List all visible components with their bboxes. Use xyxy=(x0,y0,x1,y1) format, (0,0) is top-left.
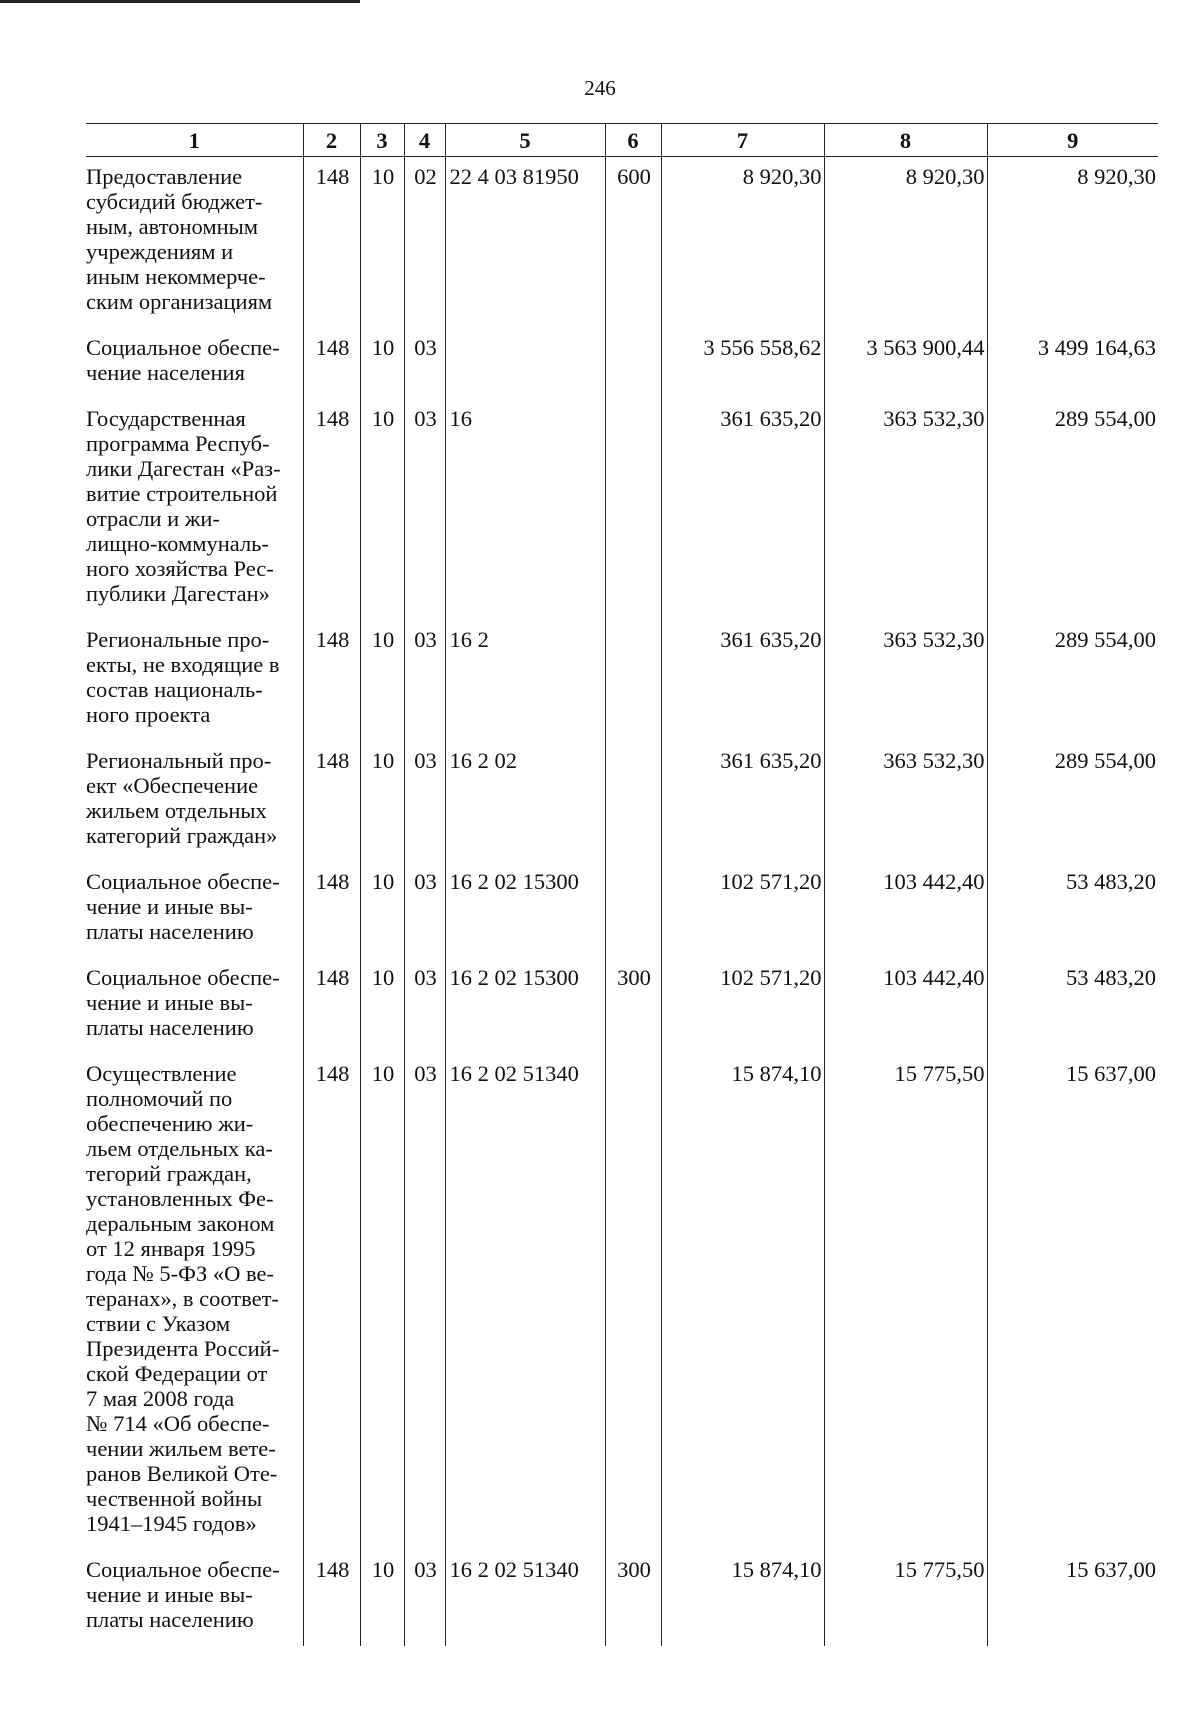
row-amount-year-1: 8 920,30 xyxy=(661,157,824,329)
row-description: Региональные про- екты, не входящие в состав националь- ного проекта xyxy=(86,627,280,727)
row-admin-code: 148 xyxy=(303,958,360,1054)
header-col-1: 1 xyxy=(86,124,303,157)
row-admin-code: 148 xyxy=(303,1054,360,1550)
row-amount-year-3: 15 637,00 xyxy=(987,1550,1158,1646)
table-row xyxy=(86,399,1158,620)
row-expense-type: 600 xyxy=(605,157,661,329)
header-col-3: 3 xyxy=(360,124,404,157)
row-section: 10 xyxy=(360,328,404,399)
row-subsection: 03 xyxy=(404,1054,445,1550)
row-amount-year-2: 363 532,30 xyxy=(824,399,987,620)
row-amount-year-1: 361 635,20 xyxy=(661,741,824,862)
row-description: Социальное обеспе- чение населения xyxy=(86,335,280,385)
row-description: Предоставление субсидий бюджет- ным, автономным учреждениям и иным некоммерче- ским организациям xyxy=(86,164,273,314)
header-col-6: 6 xyxy=(605,124,661,157)
header-col-4: 4 xyxy=(404,124,445,157)
row-section: 10 xyxy=(360,862,404,958)
row-expense-type: 300 xyxy=(605,1550,661,1646)
row-amount-year-1: 361 635,20 xyxy=(661,399,824,620)
header-col-8: 8 xyxy=(824,124,987,157)
row-target-article: 22 4 03 81950 xyxy=(445,157,605,329)
table-row xyxy=(86,1550,1158,1646)
table-row xyxy=(86,741,1158,862)
row-amount-year-1: 15 874,10 xyxy=(661,1550,824,1646)
row-amount-year-2: 363 532,30 xyxy=(824,620,987,741)
row-description: Государственная программа Респуб- лики Дагестан «Раз- витие строительной отрасли и жи- лищно-коммуналь- ного хозяйства Рес- публики Дагестан» xyxy=(86,406,281,606)
row-amount-year-3: 289 554,00 xyxy=(987,741,1158,862)
row-description: Социальное обеспе- чение и иные вы- платы населению xyxy=(86,869,280,944)
row-target-article: 16 2 02 51340 xyxy=(445,1054,605,1550)
row-expense-type xyxy=(605,741,661,862)
row-amount-year-1: 102 571,20 xyxy=(661,862,824,958)
row-amount-year-3: 8 920,30 xyxy=(987,157,1158,329)
row-amount-year-3: 3 499 164,63 xyxy=(987,328,1158,399)
row-expense-type xyxy=(605,328,661,399)
row-subsection: 02 xyxy=(404,157,445,329)
header-col-7: 7 xyxy=(661,124,824,157)
row-amount-year-1: 361 635,20 xyxy=(661,620,824,741)
row-amount-year-3: 289 554,00 xyxy=(987,620,1158,741)
row-amount-year-3: 53 483,20 xyxy=(987,862,1158,958)
row-description: Региональный про- ект «Обеспечение жильем отдельных категорий граждан» xyxy=(86,748,278,848)
header-row xyxy=(86,124,1158,157)
row-target-article: 16 2 02 51340 xyxy=(445,1550,605,1646)
row-subsection: 03 xyxy=(404,862,445,958)
table-row xyxy=(86,1054,1158,1550)
row-subsection: 03 xyxy=(404,1550,445,1646)
row-admin-code: 148 xyxy=(303,399,360,620)
table-row xyxy=(86,620,1158,741)
row-subsection: 03 xyxy=(404,328,445,399)
row-section: 10 xyxy=(360,741,404,862)
row-section: 10 xyxy=(360,958,404,1054)
row-amount-year-3: 15 637,00 xyxy=(987,1054,1158,1550)
row-target-article xyxy=(445,328,605,399)
row-subsection: 03 xyxy=(404,741,445,862)
scan-edge-line xyxy=(0,0,360,3)
row-amount-year-2: 103 442,40 xyxy=(824,958,987,1054)
row-section: 10 xyxy=(360,399,404,620)
row-expense-type xyxy=(605,399,661,620)
row-description: Социальное обеспе- чение и иные вы- платы населению xyxy=(86,1557,280,1632)
table-row xyxy=(86,958,1158,1054)
row-description: Осуществление полномочий по обеспечению жи- льем отдельных ка- тегорий граждан, установленных Фе- деральным законом от 12 января 1995 года № 5-ФЗ «О ве- теранах», в соответ- ствии с Указом Президента Россий- ской Федерации от 7 мая 2008 года № 714 «Об обеспе- чении жильем вете- ранов Великой Оте- чественной войны 1941–1945 годов» xyxy=(86,1061,280,1536)
row-section: 10 xyxy=(360,620,404,741)
row-expense-type xyxy=(605,862,661,958)
row-admin-code: 148 xyxy=(303,1550,360,1646)
row-expense-type xyxy=(605,620,661,741)
row-amount-year-2: 15 775,50 xyxy=(824,1550,987,1646)
row-section: 10 xyxy=(360,1550,404,1646)
row-amount-year-1: 3 556 558,62 xyxy=(661,328,824,399)
row-subsection: 03 xyxy=(404,620,445,741)
row-admin-code: 148 xyxy=(303,862,360,958)
table-row xyxy=(86,862,1158,958)
row-section: 10 xyxy=(360,157,404,329)
page-number: 246 xyxy=(584,76,616,100)
row-expense-type xyxy=(605,1054,661,1550)
header-col-5: 5 xyxy=(445,124,605,157)
row-amount-year-3: 289 554,00 xyxy=(987,399,1158,620)
row-subsection: 03 xyxy=(404,399,445,620)
row-amount-year-2: 15 775,50 xyxy=(824,1054,987,1550)
row-admin-code: 148 xyxy=(303,620,360,741)
row-subsection: 03 xyxy=(404,958,445,1054)
row-target-article: 16 2 02 xyxy=(445,741,605,862)
table-row xyxy=(86,328,1158,399)
row-description: Социальное обеспе- чение и иные вы- платы населению xyxy=(86,965,280,1040)
row-amount-year-2: 103 442,40 xyxy=(824,862,987,958)
row-expense-type: 300 xyxy=(605,958,661,1054)
row-amount-year-2: 363 532,30 xyxy=(824,741,987,862)
row-admin-code: 148 xyxy=(303,741,360,862)
row-target-article: 16 xyxy=(445,399,605,620)
row-section: 10 xyxy=(360,1054,404,1550)
row-amount-year-2: 3 563 900,44 xyxy=(824,328,987,399)
header-col-9: 9 xyxy=(987,124,1158,157)
row-amount-year-2: 8 920,30 xyxy=(824,157,987,329)
row-admin-code: 148 xyxy=(303,157,360,329)
row-target-article: 16 2 xyxy=(445,620,605,741)
table-row xyxy=(86,157,1158,329)
budget-table xyxy=(86,123,1158,1646)
row-target-article: 16 2 02 15300 xyxy=(445,958,605,1054)
row-target-article: 16 2 02 15300 xyxy=(445,862,605,958)
row-amount-year-1: 102 571,20 xyxy=(661,958,824,1054)
row-amount-year-3: 53 483,20 xyxy=(987,958,1158,1054)
row-amount-year-1: 15 874,10 xyxy=(661,1054,824,1550)
row-admin-code: 148 xyxy=(303,328,360,399)
header-col-2: 2 xyxy=(303,124,360,157)
